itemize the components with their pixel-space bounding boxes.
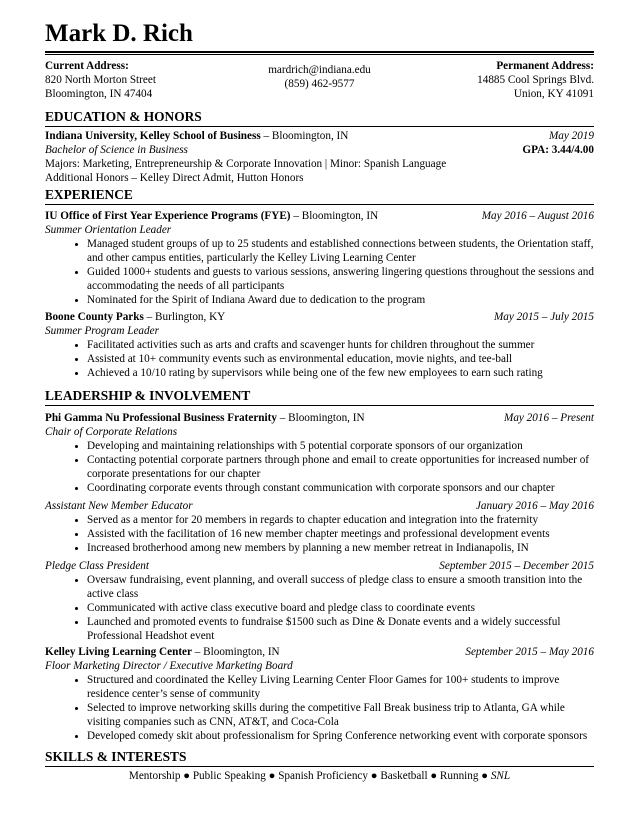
education-school-row [45, 129, 594, 143]
leadership-date: May 2016 – Present [504, 412, 594, 424]
section-skills [45, 749, 594, 783]
education-majors: Majors: Marketing, Entrepreneurship & Corporate Innovation | Minor: Spanish Language [45, 158, 447, 170]
skills-list [45, 769, 594, 783]
email: mardrich@indiana.edu [268, 64, 371, 76]
leadership-role: Floor Marketing Director / Executive Marketing Board [45, 660, 293, 672]
list-item: • Assisted at 10+ community events such as environmental education, movie nights, and tee-ball [87, 352, 594, 366]
leadership-date: September 2015 – December 2015 [439, 560, 594, 572]
list-item: • Developed comedy skit about professionalism for Spring Conference networking event with corporate sponsors [87, 729, 594, 743]
section-education [45, 109, 594, 185]
list-item: • Structured and coordinated the Kelley Living Learning Center Floor Games for 100+ students to improve residence center’s sense of community [87, 673, 594, 701]
leadership-location: – Bloomington, IN [276, 412, 365, 424]
education-date: May 2019 [548, 130, 594, 142]
leadership-org-row [45, 411, 594, 425]
list-item: • Coordinating corporate events through constant communication with corporate sponsors and our chapter [87, 481, 594, 495]
list-item: • Increased brotherhood among new members by planning a new member retreat in Indianapolis, IN [87, 541, 594, 555]
education-gpa: GPA: 3.44/4.00 [522, 144, 594, 156]
leadership-location: – Bloomington, IN [191, 646, 280, 658]
leadership-role: Pledge Class President [45, 560, 149, 572]
list-item: • Served as a mentor for 20 members in regards to chapter education and integration into the fraternity [87, 513, 594, 527]
leadership-bullets [45, 513, 594, 555]
leadership-org-row [45, 645, 594, 659]
experience-location: – Bloomington, IN [290, 210, 379, 222]
leadership-bullets [45, 573, 594, 643]
experience-location: – Burlington, KY [143, 311, 226, 323]
list-item: • Facilitated activities such as arts and crafts and scavenger hunts for children throughout the summer [87, 338, 594, 352]
current-address [45, 59, 245, 101]
list-item: • Managed student groups of up to 25 students and established connections between students, the Orientation staff, and other campus entities, particularly the Kelley Living Learning Center [87, 237, 594, 265]
experience-bullets [45, 338, 594, 380]
phone: (859) 462-9577 [284, 78, 355, 90]
list-item: • Assisted with the facilitation of 16 new member chapter meetings and professional development events [87, 527, 594, 541]
experience-date: May 2015 – July 2015 [493, 311, 594, 323]
leadership-role: Assistant New Member Educator [45, 500, 193, 512]
contact-block [45, 59, 594, 101]
contact-info [268, 59, 371, 101]
section-experience [45, 187, 594, 380]
education-honors: Additional Honors – Kelley Direct Admit, Hutton Honors [45, 172, 304, 184]
leadership-role-row [45, 499, 594, 513]
education-degree: Bachelor of Science in Business [45, 144, 188, 156]
current-address-line2: Bloomington, IN 47404 [45, 88, 153, 100]
section-title-leadership: LEADERSHIP & INVOLVEMENT [45, 388, 594, 406]
candidate-name: Mark D. Rich [45, 20, 193, 47]
skills-last-item: SNL [490, 770, 511, 782]
leadership-bullets [45, 673, 594, 743]
leadership-org: Phi Gamma Nu Professional Business Fraternity [45, 412, 277, 424]
permanent-address-line2: Union, KY 41091 [513, 88, 594, 100]
list-item: • Contacting potential corporate partners through phone and email to create opportunities for increased number of corporate presentations for our chapter [87, 453, 594, 481]
list-item: • Oversaw fundraising, event planning, and overall success of pledge class to ensure a smooth transition into the active class [87, 573, 594, 601]
education-location: – Bloomington, IN [260, 130, 349, 142]
list-item: • Nominated for the Spirit of Indiana Award due to dedication to the program [87, 293, 594, 307]
list-item: • Communicated with active class executive board and pledge class to coordinate events [87, 601, 594, 615]
list-item: • Guided 1000+ students and guests to various sessions, answering lingering questions throughout the sessions and accommodating the needs of all participants [87, 265, 594, 293]
leadership-role: Chair of Corporate Relations [45, 426, 178, 438]
permanent-address-line1: 14885 Cool Springs Blvd. [477, 74, 594, 86]
current-address-line1: 820 North Morton Street [45, 74, 156, 86]
list-item: • Achieved a 10/10 rating by supervisors while being one of the few new employees to earn such rating [87, 366, 594, 380]
experience-org: Boone County Parks [45, 311, 144, 323]
leadership-role-row [45, 559, 594, 573]
list-item: • Developing and maintaining relationships with 5 potential corporate sponsors of our organization [87, 439, 594, 453]
section-title-experience: EXPERIENCE [45, 187, 594, 205]
experience-role: Summer Program Leader [45, 325, 159, 337]
experience-entry [45, 209, 594, 307]
header-rule [45, 51, 594, 55]
list-item: • Launched and promoted events to fundraise $1500 such as Dine & Donate events and a widely successful Professional Headshot event [87, 615, 594, 643]
experience-entry [45, 310, 594, 380]
leadership-bullets [45, 439, 594, 495]
skills-items: Mentorship ● Public Speaking ● Spanish Proficiency ● Basketball ● Running ● [128, 770, 491, 782]
section-title-skills: SKILLS & INTERESTS [45, 749, 594, 767]
experience-bullets [45, 237, 594, 307]
section-title-education: EDUCATION & HONORS [45, 109, 594, 127]
experience-role: Summer Orientation Leader [45, 224, 172, 236]
experience-org: IU Office of First Year Experience Programs (FYE) [45, 210, 291, 222]
leadership-date: September 2015 – May 2016 [465, 646, 594, 658]
education-school: Indiana University, Kelley School of Business [45, 130, 261, 142]
education-degree-row [45, 143, 594, 157]
experience-date: May 2016 – August 2016 [481, 210, 594, 222]
permanent-address-label: Permanent Address: [496, 60, 594, 72]
permanent-address [394, 59, 594, 101]
leadership-date: January 2016 – May 2016 [475, 500, 594, 512]
section-leadership [45, 388, 594, 743]
leadership-org: Kelley Living Learning Center [45, 646, 192, 658]
current-address-label: Current Address: [45, 60, 129, 72]
list-item: • Selected to improve networking skills during the competitive Fall Break business trip to Atlanta, GA while visiting companies such as CNN, AT&T, and Coca-Cola [87, 701, 594, 729]
